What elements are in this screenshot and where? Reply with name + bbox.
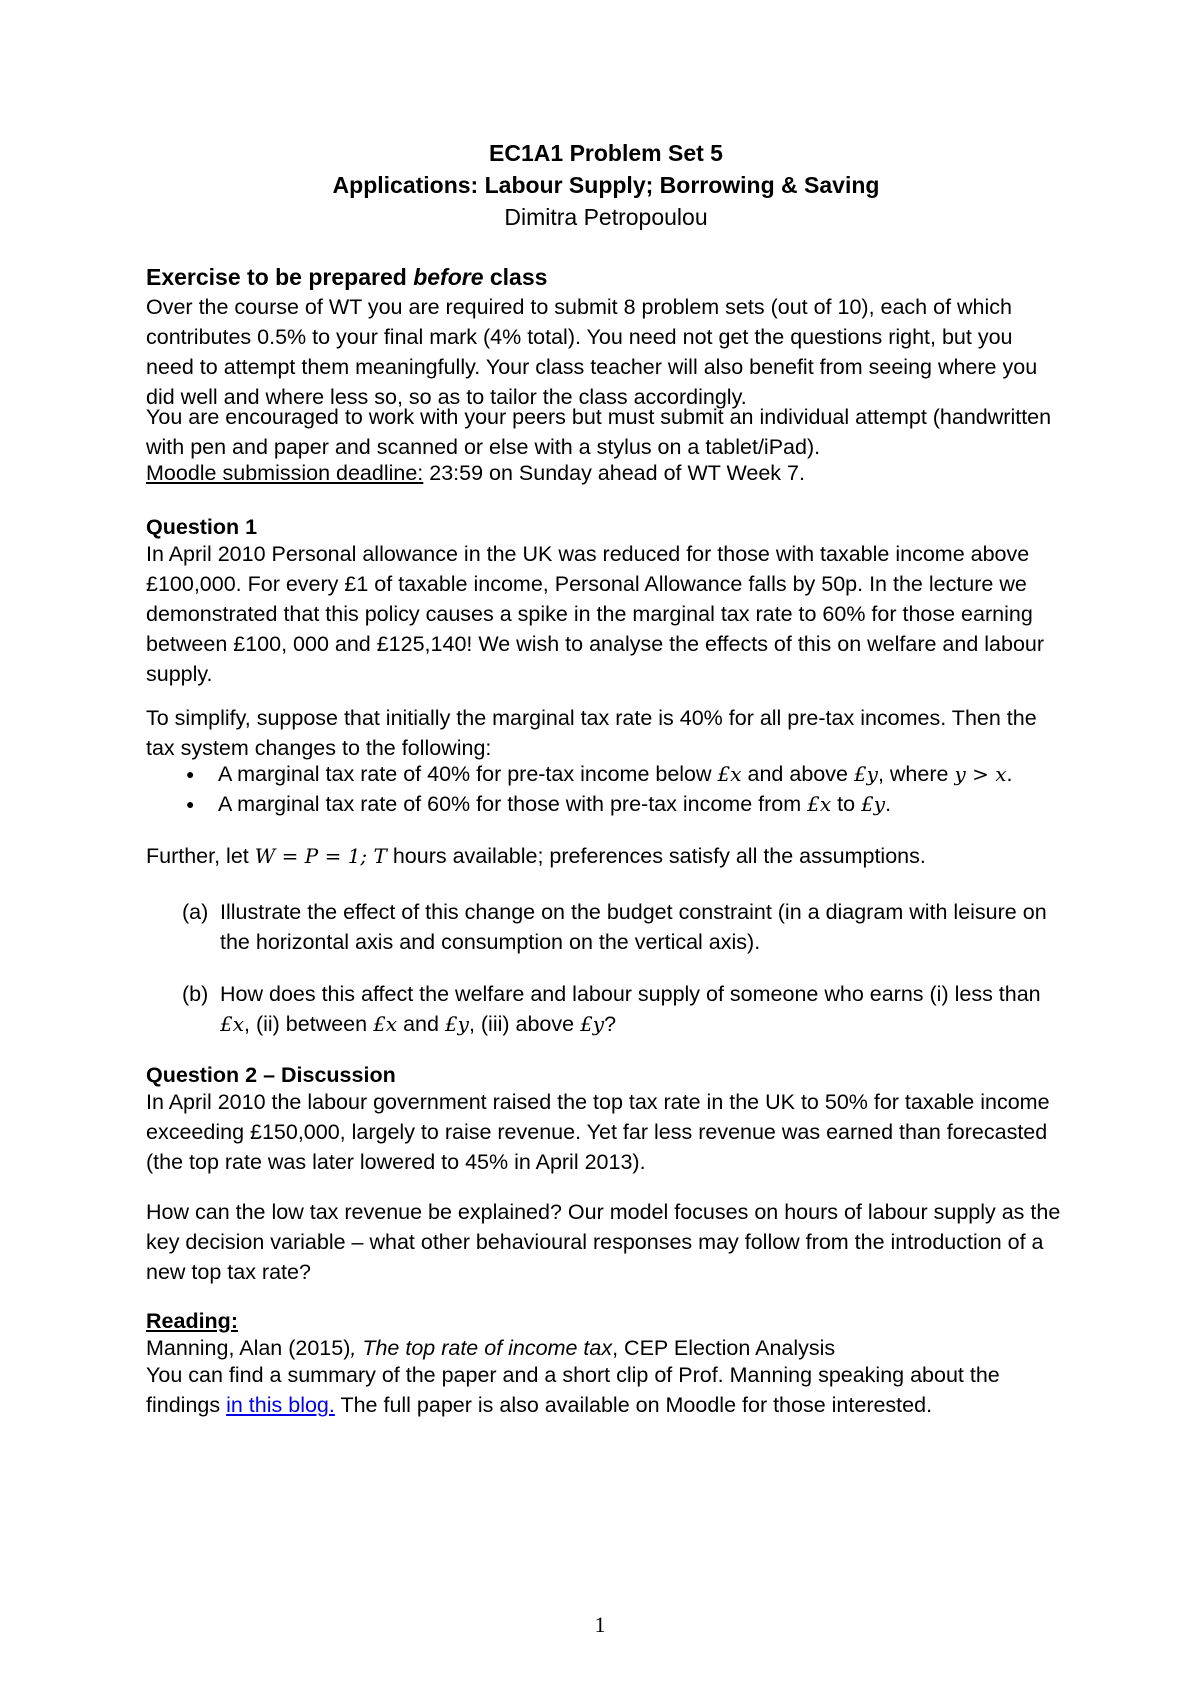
list-item: ● A marginal tax rate of 60% for those with pre-tax income from £x to £y. — [186, 789, 1066, 819]
part-a-text: Illustrate the effect of this change on the budget constraint (in a diagram with leisure on the horizontal axis and consumption on the vertical axis). — [220, 900, 1047, 954]
part-b-label: (b) — [182, 982, 209, 1006]
question-1-heading: Question 1 — [146, 515, 258, 539]
reading-summary: You can find a summary of the paper and a short clip of Prof. Manning speaking about the findings in this blog. The full paper is also available on Moodle for those interested. — [146, 1363, 1000, 1417]
question-1-part-b — [182, 979, 1066, 1039]
blog-link[interactable]: in this blog. — [226, 1393, 335, 1417]
part-b-text: How does this affect the welfare and labour supply of someone who earns (i) less than £x, (ii) between £x and £y, (iii) above £y? — [220, 982, 1041, 1036]
question-1-part-a — [182, 897, 1066, 957]
intro-paragraph-2: You are encouraged to work with your peers but must submit an individual attempt (handwritten with pen and paper and scanned or else with a stylus on a tablet/iPad). — [146, 405, 1052, 459]
document-author: Dimitra Petropoulou — [504, 204, 708, 230]
question-1-paragraph-1: In April 2010 Personal allowance in the UK was reduced for those with taxable income above £100,000. For every £1 of taxable income, Personal Allowance falls by 50p. In the lecture we demonstrated that this policy causes a spike in the marginal tax rate to 60% for those earning between £100, 000 and £125,140! We wish to analyse the effects of this on welfare and labour supply. — [146, 542, 1045, 686]
intro-heading — [146, 262, 1066, 292]
tax-system-list — [186, 759, 1066, 819]
reading-heading: Reading: — [146, 1309, 238, 1333]
question-2-paragraph-1: In April 2010 the labour government raised the top tax rate in the UK to 50% for taxable income exceeding £150,000, largely to raise revenue. Yet far less revenue was earned than forecasted (the top rate was later lowered to 45% in April 2013). — [146, 1090, 1050, 1174]
list-item: ● A marginal tax rate of 40% for pre-tax income below £x and above £y, where y > x. — [186, 759, 1066, 789]
question-1-assumptions: Further, let W = P = 1; T hours available; preferences satisfy all the assumptions. — [146, 844, 926, 868]
page-number: 1 — [594, 1612, 606, 1637]
intro-heading-pre: Exercise to be prepared — [146, 264, 414, 290]
question-2-paragraph-2: How can the low tax revenue be explained? Our model focuses on hours of labour supply as the key decision variable – what other behavioural responses may follow from the introduction of a new top tax rate? — [146, 1200, 1061, 1284]
part-a-label: (a) — [182, 900, 209, 924]
intro-heading-em: before — [413, 264, 484, 290]
intro-paragraph-1: Over the course of WT you are required to submit 8 problem sets (out of 10), each of which contributes 0.5% to your final mark (4% total). You need not get the questions right, but you need to attempt them meaningfully. Your class teacher will also benefit from seeing where you did well and where less so, so as to tailor the class accordingly. — [146, 295, 1038, 409]
document-subtitle: Applications: Labour Supply; Borrowing & Saving — [332, 172, 880, 198]
document-title: EC1A1 Problem Set 5 — [489, 140, 723, 166]
reading-reference: Manning, Alan (2015), The top rate of income tax, CEP Election Analysis — [146, 1336, 836, 1360]
question-1-paragraph-2: To simplify, suppose that initially the marginal tax rate is 40% for all pre-tax incomes. Then the tax system changes to the following: — [146, 706, 1037, 760]
intro-heading-post: class — [483, 264, 548, 290]
deadline-text: 23:59 on Sunday ahead of WT Week 7. — [423, 461, 805, 485]
question-2-heading: Question 2 – Discussion — [146, 1063, 396, 1087]
deadline-label: Moodle submission deadline: — [146, 461, 424, 485]
deadline-line — [146, 458, 1066, 488]
